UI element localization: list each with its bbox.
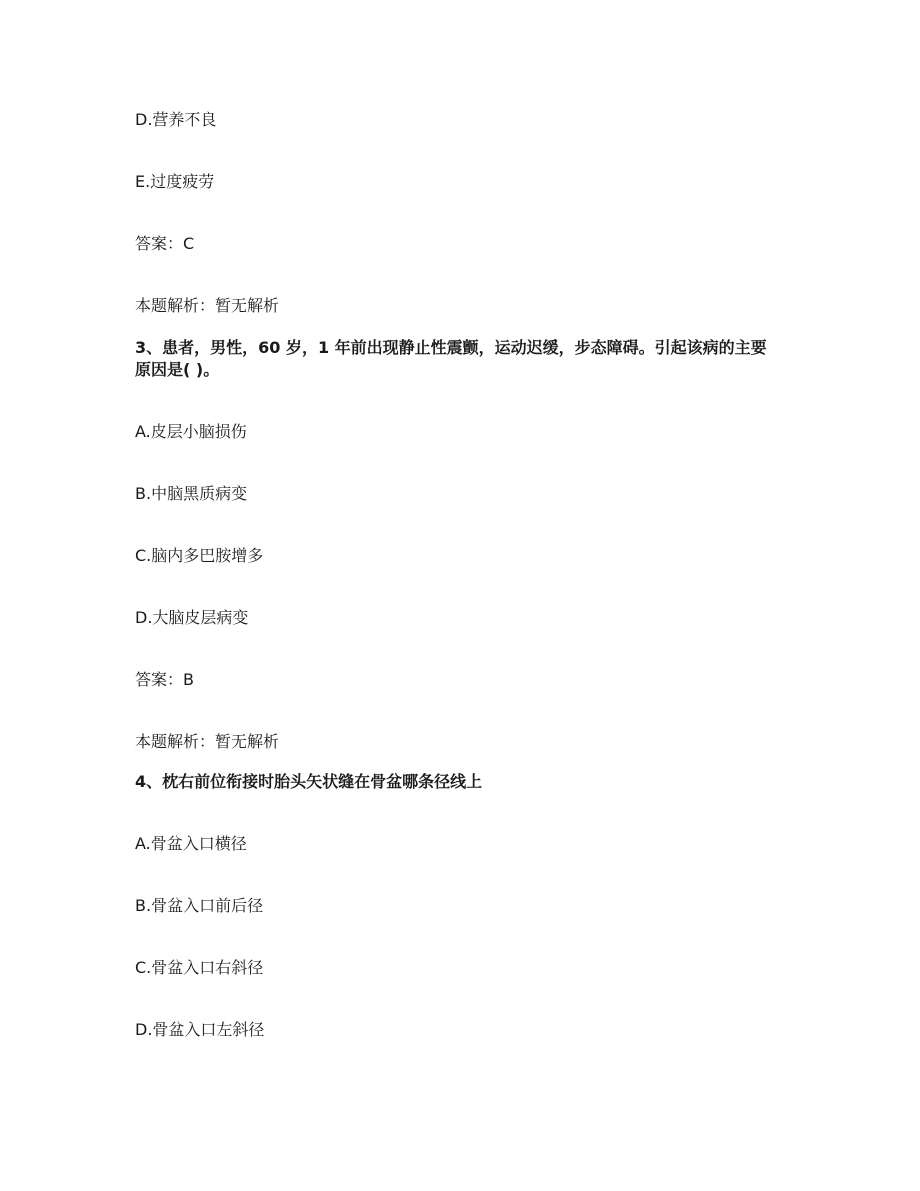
q3-stem-line2: 原因是( )。 <box>135 360 220 379</box>
q4-option-d: D.骨盆入口左斜径 <box>135 1020 265 1039</box>
q3-option-d: D.大脑皮层病变 <box>135 608 249 627</box>
q3-stem-line1: 3、患者，男性，60 岁，1 年前出现静止性震颤，运动迟缓，步态障碍。引起该病的主要 <box>135 338 767 357</box>
q4-option-c: C.骨盆入口右斜径 <box>135 958 264 977</box>
q2-analysis: 本题解析：暂无解析 <box>135 296 280 315</box>
q2-option-e: E.过度疲劳 <box>135 172 215 191</box>
q3-analysis: 本题解析：暂无解析 <box>135 732 280 751</box>
q3-option-b: B.中脑黑质病变 <box>135 484 248 503</box>
q2-answer: 答案：C <box>135 234 195 253</box>
q3-option-c: C.脑内多巴胺增多 <box>135 546 264 565</box>
q3-option-a: A.皮层小脑损伤 <box>135 422 247 441</box>
q4-option-a: A.骨盆入口横径 <box>135 834 247 853</box>
q3-answer: 答案：B <box>135 670 194 689</box>
q4-option-b: B.骨盆入口前后径 <box>135 896 264 915</box>
q2-option-d: D.营养不良 <box>135 110 217 129</box>
q4-stem: 4、枕右前位衔接时胎头矢状缝在骨盆哪条径线上 <box>135 772 483 791</box>
